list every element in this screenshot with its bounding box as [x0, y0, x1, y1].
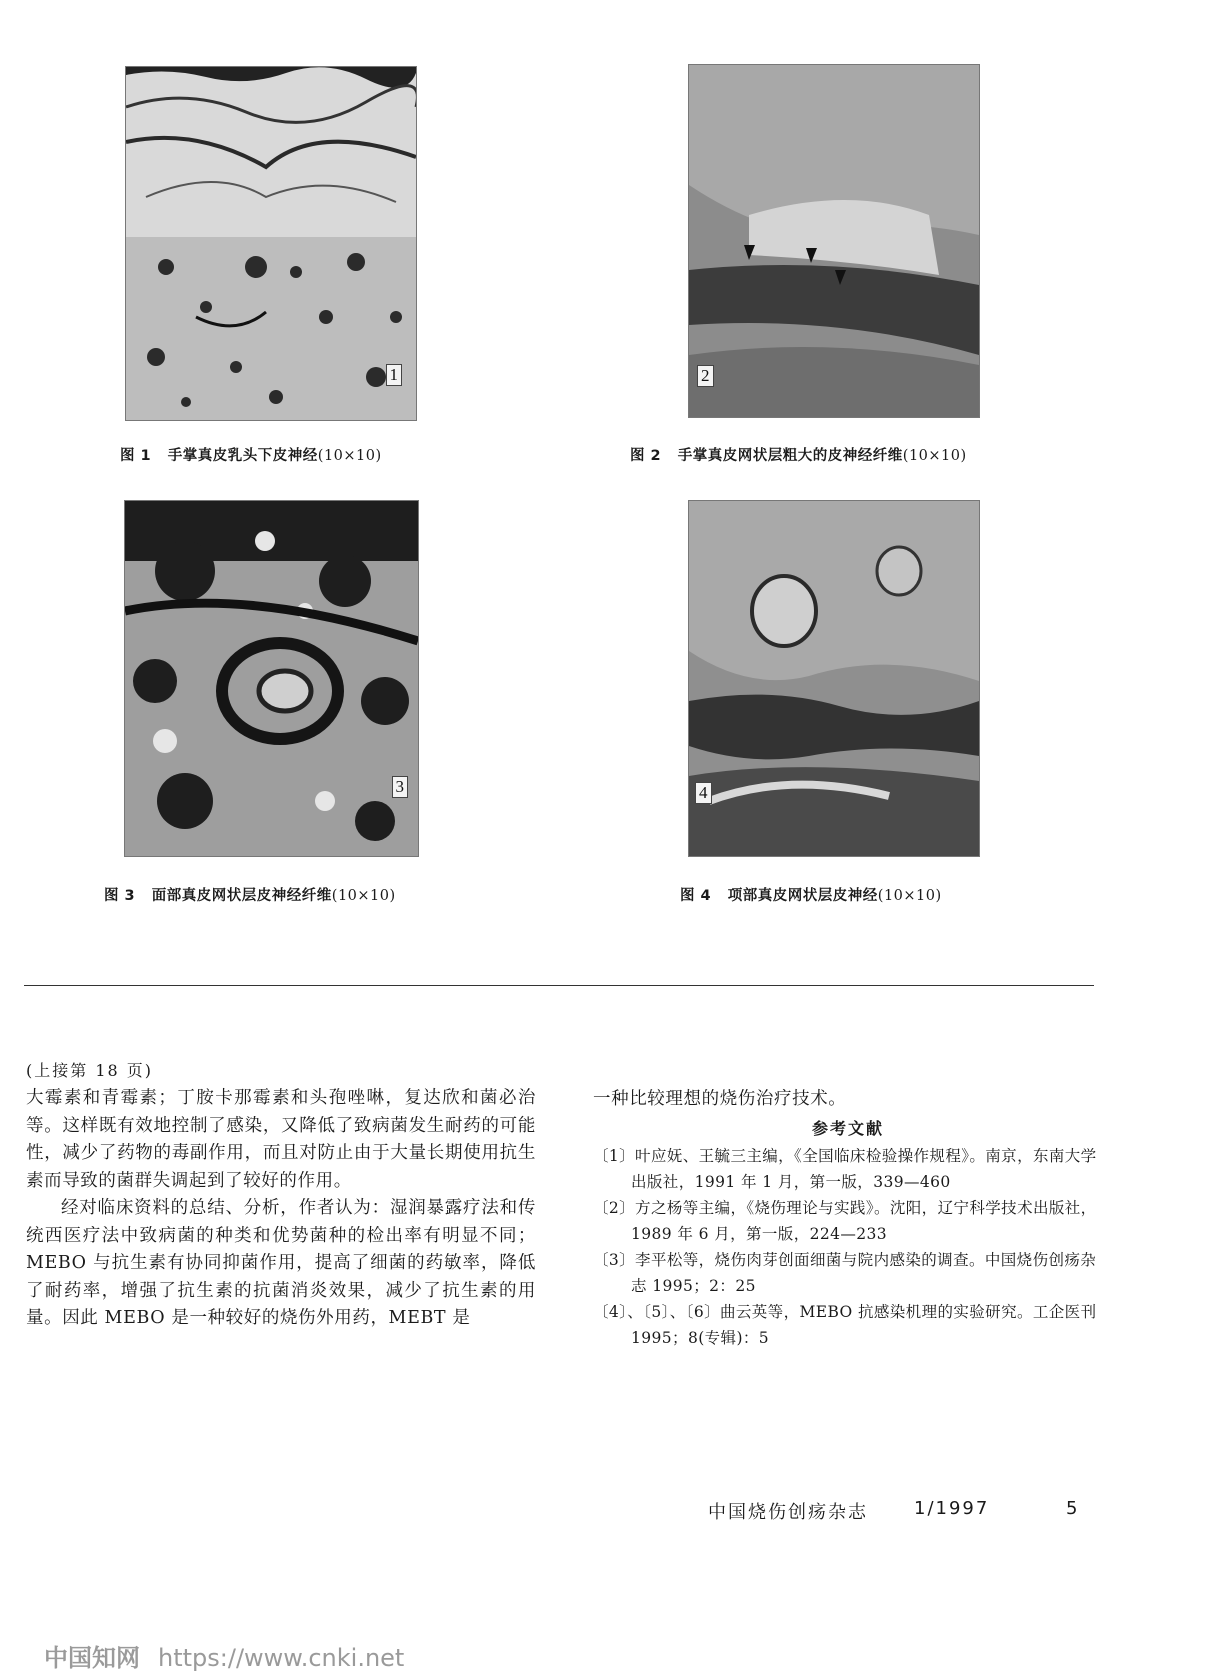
figure-1-caption-text: 手掌真皮乳头下皮神经 [167, 448, 318, 464]
figure-4-label: 图 4 [680, 888, 712, 904]
footer-issue: 1/1997 [914, 1498, 990, 1519]
figure-4-caption-text: 项部真皮网状层皮神经 [727, 888, 878, 904]
figure-4-magnification: (10×10) [877, 888, 942, 904]
micrograph-2-image [689, 65, 979, 417]
footer-journal-name: 中国烧伤创疡杂志 [708, 1502, 868, 1523]
reference-item: 〔4〕、〔5〕、〔6〕曲云英等，MEBO 抗感染机理的实验研究。工企医刊 1995；8(专辑)：5 [593, 1302, 1097, 1347]
figure-4-micrograph [688, 500, 980, 857]
body-paragraph-2: 经对临床资料的总结、分析，作者认为：湿润暴露疗法和传统西医疗法中致病菌的种类和优势菌种的检出率有明显不同；MEBO 与抗生素有协同抑菌作用，提高了细菌的药敏率，降低了耐药率，增强了抗生素的抗菌消炎效果，减少了抗生素的用量。因此 MEBO 是一种较好的烧伤外用药，MEBT 是 [26, 1198, 536, 1328]
figure-2-micrograph [688, 64, 980, 418]
figure-3-caption-text: 面部真皮网状层皮神经纤维 [151, 888, 332, 904]
cnki-url-link[interactable]: https://www.cnki.net [158, 1644, 405, 1672]
reference-item: 〔3〕李平松等，烧伤肉芽创面细菌与院内感染的调查。中国烧伤创疡杂志 1995；2：25 [593, 1250, 1097, 1295]
body-continuation: 一种比较理想的烧伤治疗技术。 [593, 1089, 847, 1109]
section-divider [24, 985, 1094, 986]
continued-from-note: (上接第 18 页) [26, 1061, 154, 1080]
body-paragraph-1: 大霉素和青霉素；丁胺卡那霉素和头孢唑啉，复达欣和菌必治等。这样既有效地控制了感染，又降低了致病菌发生耐药的可能性，减少了药物的毒副作用，而且对防止由于大量长期使用抗生素而导致的菌群失调起到了较好的作用。 [26, 1088, 536, 1191]
cnki-watermark [44, 1638, 404, 1673]
figure-4-number: 4 [695, 782, 712, 804]
micrograph-1-image [126, 67, 416, 420]
figure-1-caption [120, 444, 382, 465]
reference-item: 〔2〕方之杨等主编，《烧伤理论与实践》。沈阳，辽宁科学技术出版社，1989 年 6 月，第一版，224—233 [593, 1198, 1097, 1243]
references-list [593, 1143, 1103, 1351]
body-left-column [26, 1058, 536, 1333]
footer-page-number: 5 [1066, 1498, 1080, 1519]
figure-1-number: 1 [386, 364, 403, 386]
figure-2-magnification: (10×10) [902, 448, 967, 464]
figure-2-label: 图 2 [630, 448, 662, 464]
micrograph-3-image [125, 501, 418, 856]
figure-2-number: 2 [697, 365, 714, 387]
figure-4-caption [680, 884, 942, 905]
cnki-logo-text: 中国知网 [44, 1644, 140, 1672]
references-title: 参考文献 [811, 1118, 884, 1138]
figure-3-caption [104, 884, 396, 905]
figure-2-caption-text: 手掌真皮网状层粗大的皮神经纤维 [677, 448, 903, 464]
figure-1-magnification: (10×10) [317, 448, 382, 464]
reference-item: 〔1〕叶应妩、王毓三主编，《全国临床检验操作规程》。南京，东南大学出版社，1991 年 1 月，第一版，339—460 [593, 1146, 1097, 1191]
figure-3-micrograph [124, 500, 419, 857]
figure-3-label: 图 3 [104, 888, 136, 904]
figure-3-magnification: (10×10) [331, 888, 396, 904]
figure-2-caption [630, 444, 967, 465]
micrograph-4-image [689, 501, 979, 856]
figure-3-number: 3 [392, 776, 409, 798]
figure-1-micrograph [125, 66, 417, 421]
figure-1-label: 图 1 [120, 448, 152, 464]
body-right-column [593, 1086, 1103, 1351]
